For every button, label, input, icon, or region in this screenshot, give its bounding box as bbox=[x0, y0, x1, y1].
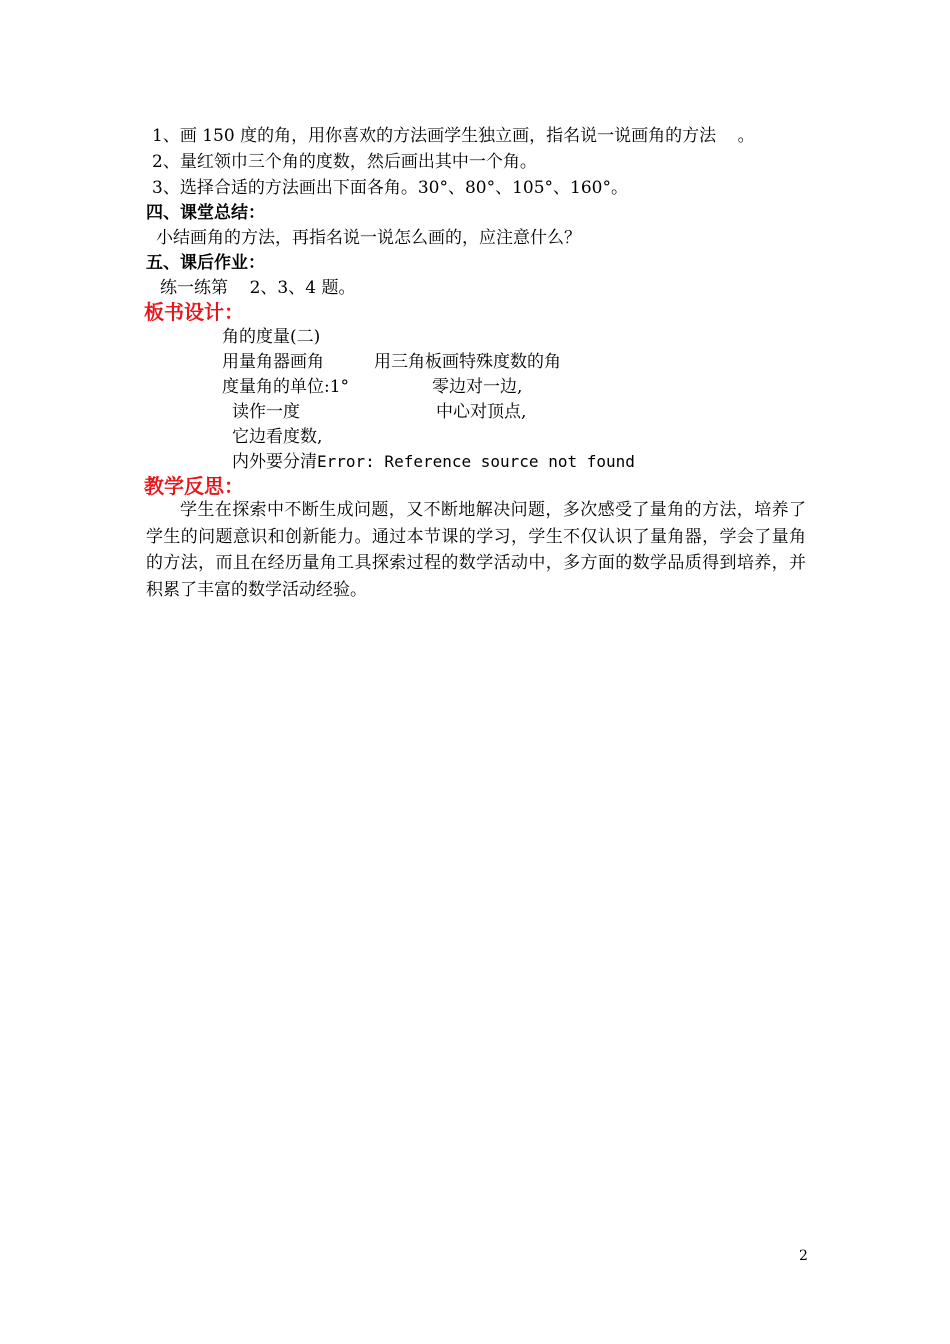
board-design-heading: 板书设计： bbox=[144, 300, 244, 324]
reference-error-text: Error: Reference source not found bbox=[317, 452, 635, 471]
board-left-2: 度量角的单位:1° bbox=[222, 377, 350, 397]
practice-item-3: 3、选择合适的方法画出下面各角。30°、80°、105°、160°。 bbox=[152, 178, 628, 198]
board-right-3: 中心对顶点, bbox=[436, 402, 527, 422]
practice-item-1: 1、画 150 度的角，用你喜欢的方法画学生独立画，指名说一说画角的方法 。 bbox=[152, 126, 755, 146]
board-right-2: 零边对一边, bbox=[432, 377, 523, 397]
board-right-1: 用三角板画特殊度数的角 bbox=[374, 352, 561, 372]
board-left-1: 用量角器画角 bbox=[222, 352, 324, 372]
board-line-4: 它边看度数, bbox=[232, 427, 323, 447]
page-number: 2 bbox=[799, 1248, 808, 1264]
reflection-paragraph: 学生在探索中不断生成问题，又不断地解决问题，多次感受了量角的方法，培养了学生的问题意识和创新能力。通过本节课的学习，学生不仅认识了量角器，学会了量角的方法，而且在经历量角工具探索过程的数学活动中，多方面的数学品质得到培养，并积累了丰富的数学活动经验。 bbox=[146, 500, 806, 600]
summary-heading: 四、课堂总结： bbox=[146, 203, 265, 223]
board-title: 角的度量(二) bbox=[222, 327, 321, 347]
board-line-5-text: 内外要分清 bbox=[232, 452, 317, 472]
homework-text: 练一练第 2、3、4 题。 bbox=[160, 278, 356, 298]
summary-text: 小结画角的方法，再指名说一说怎么画的，应注意什么？ bbox=[156, 228, 581, 248]
reflection-heading: 教学反思： bbox=[144, 474, 244, 498]
homework-heading: 五、课后作业： bbox=[146, 253, 265, 273]
board-line-5 bbox=[232, 450, 635, 474]
board-left-3: 读作一度 bbox=[232, 402, 300, 422]
practice-item-2: 2、量红领巾三个角的度数，然后画出其中一个角。 bbox=[152, 152, 537, 172]
